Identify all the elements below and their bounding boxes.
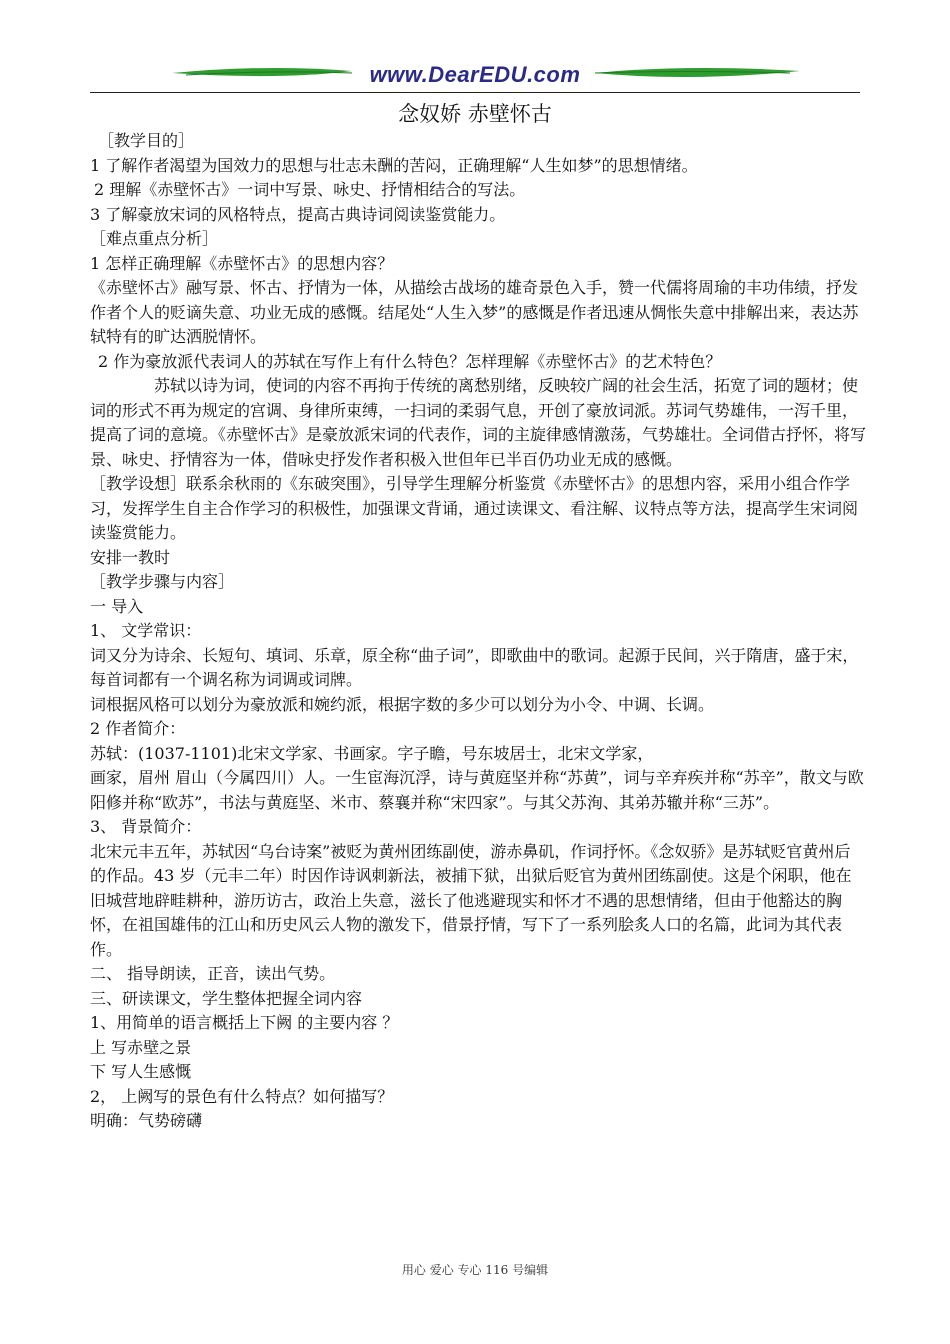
- paragraph: 北宋元丰五年，苏轼因“乌台诗案”被贬为黄州团练副使，游赤鼻矶，作词抒怀。《念奴骄》是苏轼贬官黄州后的作品。43 岁（元丰二年）时因作诗讽刺新法，被捕下狱，出狱后贬官为黄州团练副使。这是个闲职，他在旧城营地辟畦耕种，游历访古，政治上失意，滋长了他逃避现实和怀才不遇的思想情绪，但由于他豁达的胸怀，在祖国雄伟的江山和历史风云人物的激发下，借景抒情，写下了一系列脍炙人口的名篇，此词为其代表作。: [90, 841, 852, 959]
- section-heading-steps: ［教学步骤与内容］: [90, 572, 235, 591]
- site-header: [90, 58, 860, 92]
- section-heading-objectives: ［教学目的］: [98, 131, 195, 150]
- paragraph: 1、用简单的语言概括上下阙 的主要内容 ？: [90, 1013, 399, 1032]
- paragraph: 一 导入: [90, 596, 144, 616]
- paragraph: 1、 文学常识：: [90, 621, 202, 640]
- paragraph: 2， 上阙写的景色有什么特点？如何描写？: [90, 1086, 394, 1106]
- paragraph: 明确：气势磅礴: [90, 1111, 203, 1130]
- paragraph: 2 作为豪放派代表词人的苏轼在写作上有什么特色？怎样理解《赤壁怀古》的艺术特色？: [98, 351, 722, 371]
- paragraph: 苏轼：(1037-1101)北宋文学家、书画家。字子瞻，号东坡居士，北宋文学家，: [90, 743, 654, 763]
- page-title: 念奴娇 赤壁怀古: [398, 102, 552, 126]
- paragraph: 3、 背景简介：: [90, 817, 202, 836]
- paragraph: 1 怎样正确理解《赤壁怀古》的思想内容？: [90, 253, 394, 273]
- document-body: [90, 129, 866, 1134]
- paragraph: 三、研读课文，学生整体把握全词内容: [90, 988, 363, 1008]
- paragraph: ［教学设想］联系余秋雨的《东破突围》，引导学生理解分析鉴赏《赤壁怀古》的思想内容，采用小组合作学习，发挥学生自主合作学习的积极性，加强课文背诵，通过读课文、看注解、议特点等方法，提高学生宋词阅读鉴赏能力。: [90, 474, 859, 542]
- site-url[interactable]: www.DearEDU.com: [369, 62, 581, 87]
- page-footer: 用心 爱心 专心 116 号编辑: [401, 1263, 549, 1277]
- paragraph: 2 作者简介：: [90, 719, 186, 738]
- paragraph: 安排一教时: [90, 547, 171, 567]
- paragraph: 下 写人生感慨: [90, 1062, 192, 1081]
- header-divider: [90, 92, 860, 93]
- paragraph: 上 写赤壁之景: [90, 1037, 192, 1057]
- paragraph: 《赤壁怀古》融写景、怀古、抒情为一体，从描绘古战场的雄奇景色入手，赞一代儒将周瑜的丰功伟绩，抒发作者个人的贬谪失意、功业无成的感慨。结尾处“人生入梦”的感慨是作者迅速从惆怅失意中排解出来，表达苏轼特有的旷达洒脱情怀。: [90, 278, 859, 346]
- paragraph: 二、 指导朗读，正音，读出气势。: [90, 964, 336, 983]
- paragraph: 词又分为诗余、长短句、填词、乐章，原全称“曲子词”，即歌曲中的歌词。起源于民间，兴于隋唐，盛于宋，每首词都有一个调名称为词调或词牌。: [90, 645, 859, 689]
- paragraph: 2 理解《赤壁怀古》一词中写景、咏史、抒情相结合的写法。: [94, 180, 526, 199]
- paragraph: 画家，眉州 眉山（今属四川）人。一生宦海沉浮，诗与黄庭坚并称“苏黄”，词与辛弃疾并称“苏辛”，散文与欧阳修并称“欧苏”，书法与黄庭坚、米市、蔡襄并称“宋四家”。与其父苏洵、其弟苏辙并称“三苏”。: [90, 768, 864, 812]
- paragraph: 1 了解作者渴望为国效力的思想与壮志未酬的苦闷，正确理解“人生如梦”的思想情绪。: [90, 155, 698, 175]
- paragraph: 3 了解豪放宋词的风格特点，提高古典诗词阅读鉴赏能力。: [90, 204, 506, 224]
- paragraph: 苏轼以诗为词，使词的内容不再拘于传统的离愁别绪，反映较广阔的社会生活，拓宽了词的题材；使词的形式不再为规定的宫调、身律所束缚，一扫词的柔弱气息，开创了豪放词派。苏词气势雄伟，一泻千里，提高了词的意境。《赤壁怀古》是豪放派宋词的代表作，词的主旋律感情激荡，气势雄壮。全词借古抒怀，将写景、咏史、抒情容为一体，借咏史抒发作者积极入世但年已半百仍功业无成的感慨。: [90, 376, 867, 469]
- paragraph: 词根据风格可以划分为豪放派和婉约派，根据字数的多少可以划分为小令、中调、长调。: [90, 694, 715, 714]
- section-heading-key-points: ［难点重点分析］: [90, 229, 219, 248]
